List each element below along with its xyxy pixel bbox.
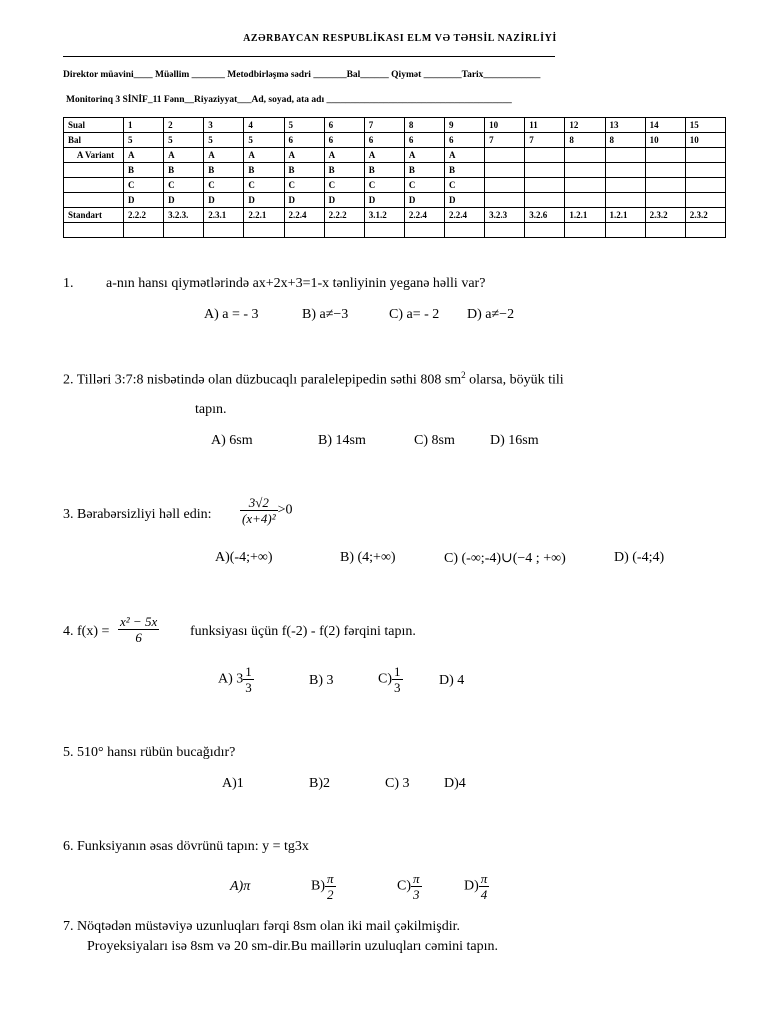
answer-table (63, 117, 726, 238)
q2-text: 2. Tilləri 3:7:8 nisbətində olan düzbucaqlı paralelepipedin səthi 808 $sm^2$ olarsa, böyük tili (63, 370, 564, 388)
points-cell: 8 (565, 133, 605, 148)
q4-label: 4. f(x) = (63, 624, 110, 639)
table-row-option-d (64, 193, 726, 208)
answers-label-cell (64, 223, 124, 238)
points-cell: 6 (404, 133, 444, 148)
row-label-bal: Bal (64, 133, 124, 148)
q3-fraction (240, 495, 293, 526)
q7-line2: Proyeksiyaları isə 8sm və 20 sm-dir.Bu maillərin uzuluqları cəmini tapın. (87, 939, 498, 954)
standard-cell: 2.3.2 (685, 208, 725, 223)
option-cell: A (244, 148, 284, 163)
option-cell (645, 163, 685, 178)
option-cell: B (284, 163, 324, 178)
q7-line1: 7. Nöqtədən müstəviyə uzunluqları fərqi 8sm olan iki mail çəkilmişdir. (63, 919, 460, 934)
q3-option-b: B) (4;+∞) (340, 550, 396, 565)
standard-cell: 3.2.3 (485, 208, 525, 223)
option-cell (685, 163, 725, 178)
answer-entry-cell (445, 223, 485, 238)
question-number-cell: 9 (445, 118, 485, 133)
option-cell (685, 178, 725, 193)
points-cell: 5 (124, 133, 164, 148)
option-cell (645, 178, 685, 193)
ministry-title: AZƏRBAYCAN RESPUBLİKASI ELM VƏ TƏHSİL NAZİRLİYİ (243, 33, 557, 44)
option-cell (525, 148, 565, 163)
q3-option-d: D) (-4;4) (614, 550, 665, 565)
option-cell: D (204, 193, 244, 208)
question-number-cell: 15 (685, 118, 725, 133)
option-cell: B (364, 163, 404, 178)
table-row-option-c (64, 178, 726, 193)
q3-numerator: 3√2 (240, 495, 278, 511)
question-number-cell: 13 (605, 118, 645, 133)
option-cell: B (244, 163, 284, 178)
option-cell: D (284, 193, 324, 208)
option-cell: A (324, 148, 364, 163)
option-cell: C (364, 178, 404, 193)
option-cell: B (204, 163, 244, 178)
option-cell (565, 178, 605, 193)
answer-entry-cell (284, 223, 324, 238)
answer-entry-cell (605, 223, 645, 238)
question-number-cell: 14 (645, 118, 685, 133)
standard-cell: 2.2.2 (324, 208, 364, 223)
row-label-sual: Sual (64, 118, 124, 133)
option-cell (565, 163, 605, 178)
q1-option-d: D) a≠−2 (467, 307, 515, 322)
q2-text-cont: tapın. (195, 402, 227, 417)
q4-text: funksiyası üçün f(-2) - f(2) fərqini tapın. (190, 624, 416, 639)
q6-option-c: C) $\frac{\pi}{3}$ (397, 871, 420, 902)
points-cell: 6 (364, 133, 404, 148)
table-row-standards (64, 208, 726, 223)
answer-entry-cell (645, 223, 685, 238)
table-row-answers (64, 223, 726, 238)
option-cell: A (445, 148, 485, 163)
option-cell: C (204, 178, 244, 193)
answer-entry-cell (244, 223, 284, 238)
option-cell (525, 163, 565, 178)
option-cell (485, 178, 525, 193)
option-cell: B (324, 163, 364, 178)
q5-text: 5. 510° hansı rübün bucağıdır? (63, 745, 236, 760)
answer-entry-cell (525, 223, 565, 238)
option-cell: D (244, 193, 284, 208)
option-cell: C (324, 178, 364, 193)
q2-option-b: B) 14sm (318, 433, 366, 448)
points-cell: 6 (284, 133, 324, 148)
q4-option-a: A) 3 $\frac{1}{3}$ (218, 664, 252, 695)
q3-label: 3. Bərabərsizliyi həll edin: (63, 507, 212, 522)
q6-option-d: D) $\frac{\pi}{4}$ (464, 871, 488, 902)
option-cell (525, 178, 565, 193)
answer-entry-cell (485, 223, 525, 238)
standard-cell: 1.2.1 (605, 208, 645, 223)
points-cell: 7 (485, 133, 525, 148)
q1-option-c: C) a= - 2 (389, 307, 440, 322)
signature-line: Direktor müavini____ Müəllim _______ Metodbirləşmə sədri _______Bal______ Qiymət ________Tarix____________ (63, 70, 541, 80)
answer-entry-cell (565, 223, 605, 238)
q4-denominator: 6 (135, 630, 142, 645)
option-cell: B (404, 163, 444, 178)
option-cell (485, 148, 525, 163)
q2-option-c: C) 8sm (414, 433, 455, 448)
student-info-line: Monitorinq 3 SİNİF_11 Fənn__Riyaziyyat___Ad, soyad, ata adı _______________________________________ (66, 95, 512, 105)
standard-cell: 2.2.4 (404, 208, 444, 223)
answer-entry-cell (685, 223, 725, 238)
points-cell: 10 (645, 133, 685, 148)
option-cell (485, 163, 525, 178)
standard-cell: 2.2.2 (124, 208, 164, 223)
table-row-option-b (64, 163, 726, 178)
q1-option-a: A) a = - 3 (204, 307, 259, 322)
question-number-cell: 6 (324, 118, 364, 133)
points-cell: 5 (164, 133, 204, 148)
standard-cell: 2.3.2 (645, 208, 685, 223)
answer-entry-cell (364, 223, 404, 238)
q3-option-a: A)(-4;+∞) (215, 550, 273, 565)
standard-cell: 2.3.1 (204, 208, 244, 223)
option-cell: C (244, 178, 284, 193)
question-number-cell: 7 (364, 118, 404, 133)
option-cell: B (124, 163, 164, 178)
q4-option-b: B) 3 (309, 673, 334, 688)
question-number-cell: 5 (284, 118, 324, 133)
q1-number: 1. (63, 276, 74, 291)
option-cell: A (404, 148, 444, 163)
standard-cell: 2.2.4 (284, 208, 324, 223)
variant-blank-cell (64, 178, 124, 193)
standard-cell: 1.2.1 (565, 208, 605, 223)
q2-option-a: A) 6sm (211, 433, 253, 448)
q4-option-d: D) 4 (439, 673, 465, 688)
standard-cell: 2.2.4 (445, 208, 485, 223)
points-cell: 6 (324, 133, 364, 148)
row-label-variant: A Variant (64, 148, 124, 163)
q3-relation: >0 (277, 502, 293, 518)
standard-cell: 3.1.2 (364, 208, 404, 223)
option-cell (605, 193, 645, 208)
q5-option-d: D)4 (444, 776, 466, 791)
q5-option-c: C) 3 (385, 776, 410, 791)
points-cell: 5 (204, 133, 244, 148)
points-cell: 10 (685, 133, 725, 148)
q6-option-a: A)π (230, 879, 251, 894)
q1-text: a-nın hansı qiymətlərində ax+2x+3=1-x tənliyinin yeganə həlli var? (106, 276, 486, 291)
row-label-standart: Standart (64, 208, 124, 223)
option-cell (685, 148, 725, 163)
option-cell: C (404, 178, 444, 193)
table-row-questions (64, 118, 726, 133)
q4-fraction (118, 614, 159, 645)
variant-blank-cell (64, 163, 124, 178)
option-cell (565, 148, 605, 163)
option-cell: C (164, 178, 204, 193)
points-cell: 8 (605, 133, 645, 148)
question-number-cell: 2 (164, 118, 204, 133)
option-cell: B (445, 163, 485, 178)
question-number-cell: 11 (525, 118, 565, 133)
answer-entry-cell (164, 223, 204, 238)
option-cell: D (364, 193, 404, 208)
option-cell: B (164, 163, 204, 178)
q5-option-b: B)2 (309, 776, 330, 791)
option-cell (565, 193, 605, 208)
option-cell: C (445, 178, 485, 193)
standard-cell: 2.2.1 (244, 208, 284, 223)
standard-cell: 3.2.3. (164, 208, 204, 223)
option-cell (645, 193, 685, 208)
option-cell: D (445, 193, 485, 208)
question-number-cell: 4 (244, 118, 284, 133)
answer-entry-cell (324, 223, 364, 238)
option-cell: C (124, 178, 164, 193)
answer-entry-cell (404, 223, 444, 238)
option-cell: D (324, 193, 364, 208)
question-number-cell: 1 (124, 118, 164, 133)
option-cell: A (164, 148, 204, 163)
q1-option-b: B) a≠−3 (302, 307, 349, 322)
option-cell: A (364, 148, 404, 163)
q4-numerator: x² − 5x (120, 614, 158, 629)
points-cell: 6 (445, 133, 485, 148)
option-cell: A (284, 148, 324, 163)
q2-option-d: D) 16sm (490, 433, 539, 448)
q6-option-b: B) $\frac{\pi}{2}$ (311, 871, 334, 902)
option-cell: A (124, 148, 164, 163)
standard-cell: 3.2.6 (525, 208, 565, 223)
option-cell (485, 193, 525, 208)
variant-blank-cell (64, 193, 124, 208)
points-cell: 5 (244, 133, 284, 148)
table-row-points (64, 133, 726, 148)
option-cell (605, 178, 645, 193)
option-cell (605, 163, 645, 178)
option-cell: D (164, 193, 204, 208)
q4-option-c: C) $\frac{1}{3}$ (378, 664, 401, 695)
answer-entry-cell (124, 223, 164, 238)
option-cell (685, 193, 725, 208)
points-cell: 7 (525, 133, 565, 148)
answer-entry-cell (204, 223, 244, 238)
option-cell (645, 148, 685, 163)
option-cell (605, 148, 645, 163)
q3-option-c: C) (-∞;-4)∪(−4 ; +∞) (444, 551, 566, 566)
question-number-cell: 3 (204, 118, 244, 133)
q5-option-a: A)1 (222, 776, 244, 791)
question-number-cell: 12 (565, 118, 605, 133)
q6-text: 6. Funksiyanın əsas dövrünü tapın: y = tg3x (63, 839, 309, 854)
option-cell: D (124, 193, 164, 208)
option-cell: C (284, 178, 324, 193)
q3-denominator: (x+4)² (242, 511, 276, 526)
question-number-cell: 8 (404, 118, 444, 133)
header-divider (63, 56, 555, 57)
option-cell: D (404, 193, 444, 208)
table-row-option-a (64, 148, 726, 163)
option-cell: A (204, 148, 244, 163)
option-cell (525, 193, 565, 208)
question-number-cell: 10 (485, 118, 525, 133)
